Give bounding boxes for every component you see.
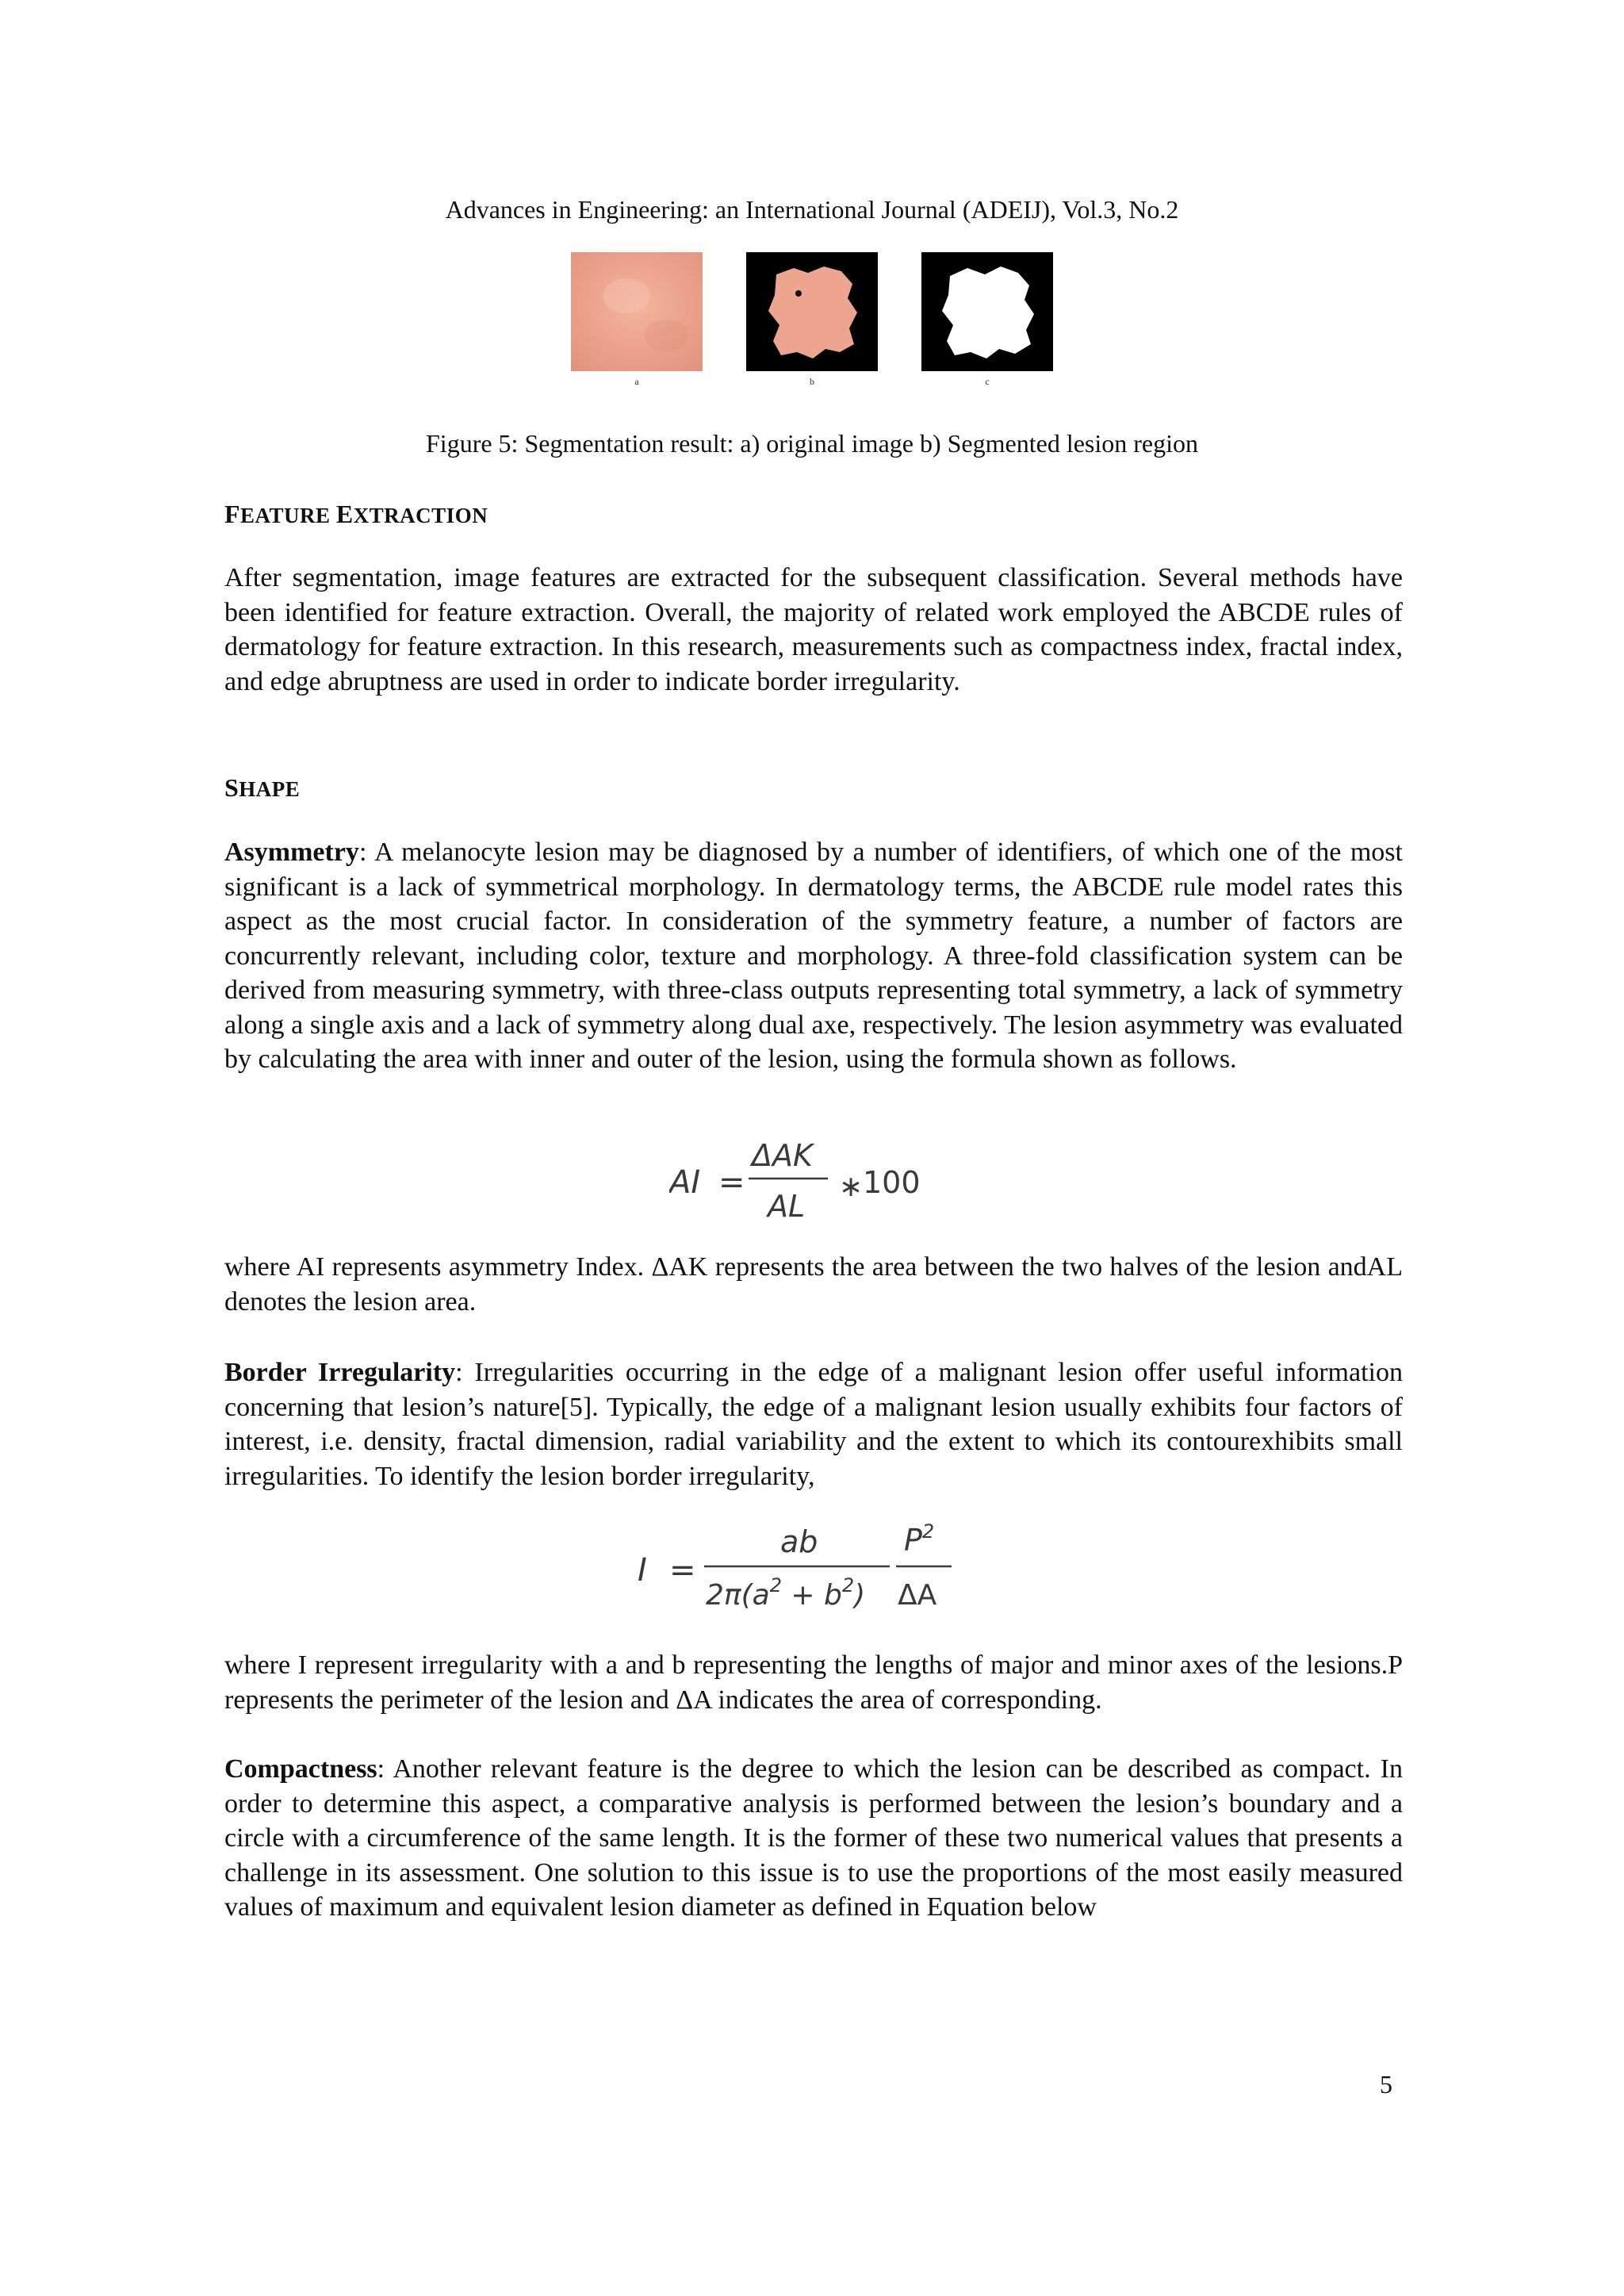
term-asymmetry: Asymmetry — [224, 838, 359, 867]
paragraph-compactness: Compactness: Another relevant feature is the degree to which the lesion can be described as compact. In order to determine this aspect, a comparative analysis is performed between the lesion’s boundary and a circle with a circumference of the same length. It is the former of these two numerical values that presents a challenge in its assessment. One solution to this issue is to use the proportions of the most easily measured values of maximum and equivalent lesion diameter as defined in Equation below — [224, 1754, 1403, 1922]
term-compactness: Compactness — [224, 1754, 377, 1784]
segmented-lesion-image — [746, 252, 878, 371]
equation-asymmetry-index — [0, 1133, 1624, 1228]
paragraph-ai-definition: where AI represents asymmetry Index. ΔAK represents the area between the two halves of the lesion andAL denotes the lesion area. — [224, 1252, 1403, 1317]
svg-text:I: I — [638, 1552, 647, 1589]
binary-mask-image — [921, 252, 1053, 371]
svg-text:ΔAK: ΔAK — [752, 1138, 813, 1173]
paragraph-asymmetry: Asymmetry: A melanocyte lesion may be diagnosed by a number of identifiers, of which one of the most significant is a lack of symmetrical morphology. In dermatology terms, the ABCDE rule model rates this aspect as the most crucial factor. In consideration of the symmetry feature, a number of factors are concurrently relevant, including color, texture and morphology. A three-fold classification system can be derived from measuring symmetry, with three-class outputs representing total symmetry, a lack of symmetry along a single axis and a lack of symmetry along dual axe, respectively. The lesion asymmetry was evaluated by calculating the area with inner and outer of the lesion, using the formula shown as follows. — [224, 838, 1403, 1074]
figure-panel-b — [746, 252, 878, 388]
original-skin-image — [571, 252, 703, 371]
page-number: 5 — [1380, 2070, 1392, 2099]
section-heading-feature-extraction: FEATURE EXTRACTION — [224, 500, 488, 528]
journal-header: Advances in Engineering: an International Journal (ADEIJ), Vol.3, No.2 — [445, 195, 1179, 224]
equation-irregularity — [0, 1519, 1624, 1614]
svg-text:=: = — [718, 1164, 745, 1201]
term-border-irregularity: Border Irregularity — [224, 1358, 456, 1387]
figure-5 — [0, 252, 1624, 388]
figure-caption: Figure 5: Segmentation result: a) original image b) Segmented lesion region — [426, 429, 1198, 458]
svg-text:ΔA: ΔA — [898, 1579, 937, 1612]
svg-text:=: = — [669, 1552, 696, 1589]
paragraph-irregularity-definition: where I represent irregularity with a and b representing the lengths of major and minor axes of the lesions.P represents the perimeter of the lesion and ΔA indicates the area of corresponding. — [224, 1650, 1403, 1715]
figure-panel-a — [571, 252, 703, 388]
asymmetry-formula — [669, 1133, 955, 1228]
irregularity-formula — [638, 1519, 986, 1614]
svg-text:2π(a2 + b2): $2\pi(a^2 + b^2)$ — [706, 1574, 866, 1612]
figure-panel-c — [921, 252, 1053, 388]
svg-text:100: 100 — [863, 1165, 921, 1200]
svg-text:AL: AL — [768, 1189, 806, 1224]
svg-text:ab: ab — [780, 1524, 818, 1559]
svg-text:AI: AI — [669, 1164, 701, 1201]
paragraph-border-irregularity: Border Irregularity: Irregularities occurring in the edge of a malignant lesion offer useful information concerning that lesion’s nature[5]. Typically, the edge of a malignant lesion usually exhibits four factors of interest, i.e. density, fractal dimension, radial variability and the extent to which its contourexhibits small irregularities. To identify the lesion border irregularity, — [224, 1358, 1403, 1491]
panel-letter-c: c — [985, 376, 990, 387]
section-heading-shape: SHAPE — [224, 773, 301, 802]
svg-text:P2: $P^2$ — [904, 1520, 935, 1558]
svg-text:∗: ∗ — [839, 1171, 864, 1203]
panel-letter-a: a — [634, 376, 639, 387]
panel-letter-b: b — [810, 376, 814, 387]
paragraph-feature-extraction: After segmentation, image features are extracted for the subsequent classification. Several methods have been identified for feature extraction. Overall, the majority of related work employed the ABCDE rules of dermatology for feature extraction. In this research, measurements such as compactness index, fractal index, and edge abruptness are used in order to indicate border irregularity. — [224, 563, 1403, 696]
